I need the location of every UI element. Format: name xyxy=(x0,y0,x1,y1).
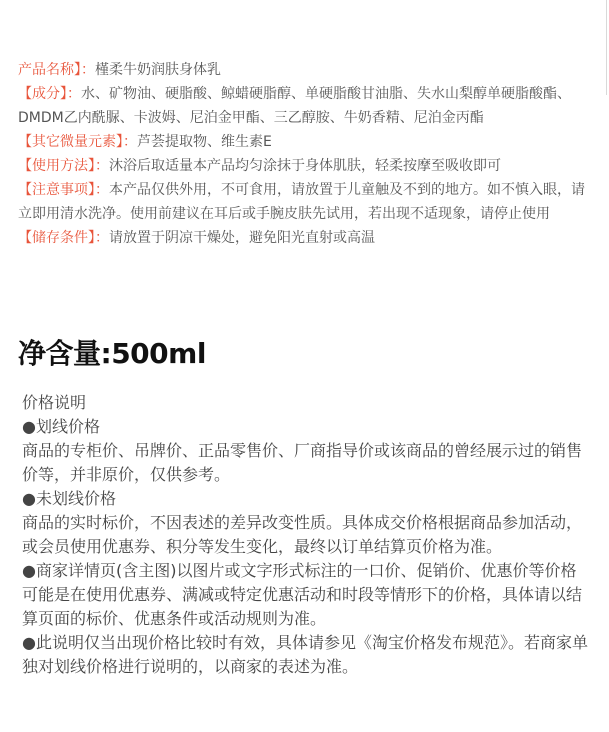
price-note-text: ●商家详情页(含主图)以图片或文字形式标注的一口价、促销价、优惠价等价格可能是在使用优惠券、满减或特定优惠活动和时段等情形下的价格，具体请以结算页面的标价、优惠条件或活动规则为准。 xyxy=(22,561,583,628)
info-value: 芦荟提取物、维生素E xyxy=(137,134,272,150)
info-key: 【其它微量元素】 xyxy=(18,134,123,150)
info-key: 【成分】 xyxy=(18,86,67,102)
scrollbar-track xyxy=(606,0,607,95)
price-note-text: 商品的实时标价，不因表述的差异改变性质。具体成交价格根据商品参加活动，或会员使用优惠券、积分等发生变化，最终以订单结算页价格为准。 xyxy=(22,513,583,556)
price-note-text: ●此说明仅当出现价格比较时有效，具体请参见《淘宝价格发布规范》。若商家单独对划线价格进行说明的，以商家的表述为准。 xyxy=(22,633,588,676)
info-key: 【使用方法】 xyxy=(18,158,95,174)
info-key: 产品名称】 xyxy=(18,62,81,78)
info-value: 槿柔牛奶润肤身体乳 xyxy=(95,62,221,78)
info-separator: ： xyxy=(67,86,81,102)
net-content: 净含量:500ml xyxy=(18,337,206,370)
info-key: 【注意事项】 xyxy=(18,182,95,198)
info-value: 请放置于阴凉干燥处，避免阳光直射或高温 xyxy=(109,230,375,246)
info-row-cautions xyxy=(18,178,592,226)
info-value: 沐浴后取适量本产品均匀涂抹于身体肌肤，轻柔按摩至吸收即可 xyxy=(109,158,501,174)
info-row-usage xyxy=(18,154,592,178)
info-separator: ： xyxy=(81,62,95,78)
price-note-text: 商品的专柜价、吊牌价、正品零售价、厂商指导价或该商品的曾经展示过的销售价等，并非原价，仅供参考。 xyxy=(22,441,583,484)
info-separator: ： xyxy=(95,158,109,174)
price-note-heading: ●未划线价格 xyxy=(22,489,116,508)
product-info-section xyxy=(18,58,592,250)
info-value: 水、矿物油、硬脂酸、鲸蜡硬脂醇、单硬脂酸甘油脂、失水山梨醇单硬脂酸酯、DMDM乙内酰脲、卡波姆、尼泊金甲酯、三乙醇胺、牛奶香精、尼泊金丙酯 xyxy=(18,86,571,126)
info-row-storage xyxy=(18,226,592,250)
info-key: 【储存条件】 xyxy=(18,230,95,246)
info-row-trace-elements xyxy=(18,130,592,154)
info-row-ingredients xyxy=(18,82,592,130)
info-separator: ： xyxy=(95,230,109,246)
info-separator: ： xyxy=(123,134,137,150)
info-separator: ： xyxy=(95,182,109,198)
info-value: 本产品仅供外用，不可食用，请放置于儿童触及不到的地方。如不慎入眼，请立即用清水洗净。使用前建议在耳后或手腕皮肤先试用，若出现不适现象，请停止使用 xyxy=(18,182,585,222)
price-note-heading: ●划线价格 xyxy=(22,417,100,436)
price-notes-section xyxy=(22,391,592,679)
price-notes-title: 价格说明 xyxy=(22,393,87,412)
info-row-name xyxy=(18,58,592,82)
